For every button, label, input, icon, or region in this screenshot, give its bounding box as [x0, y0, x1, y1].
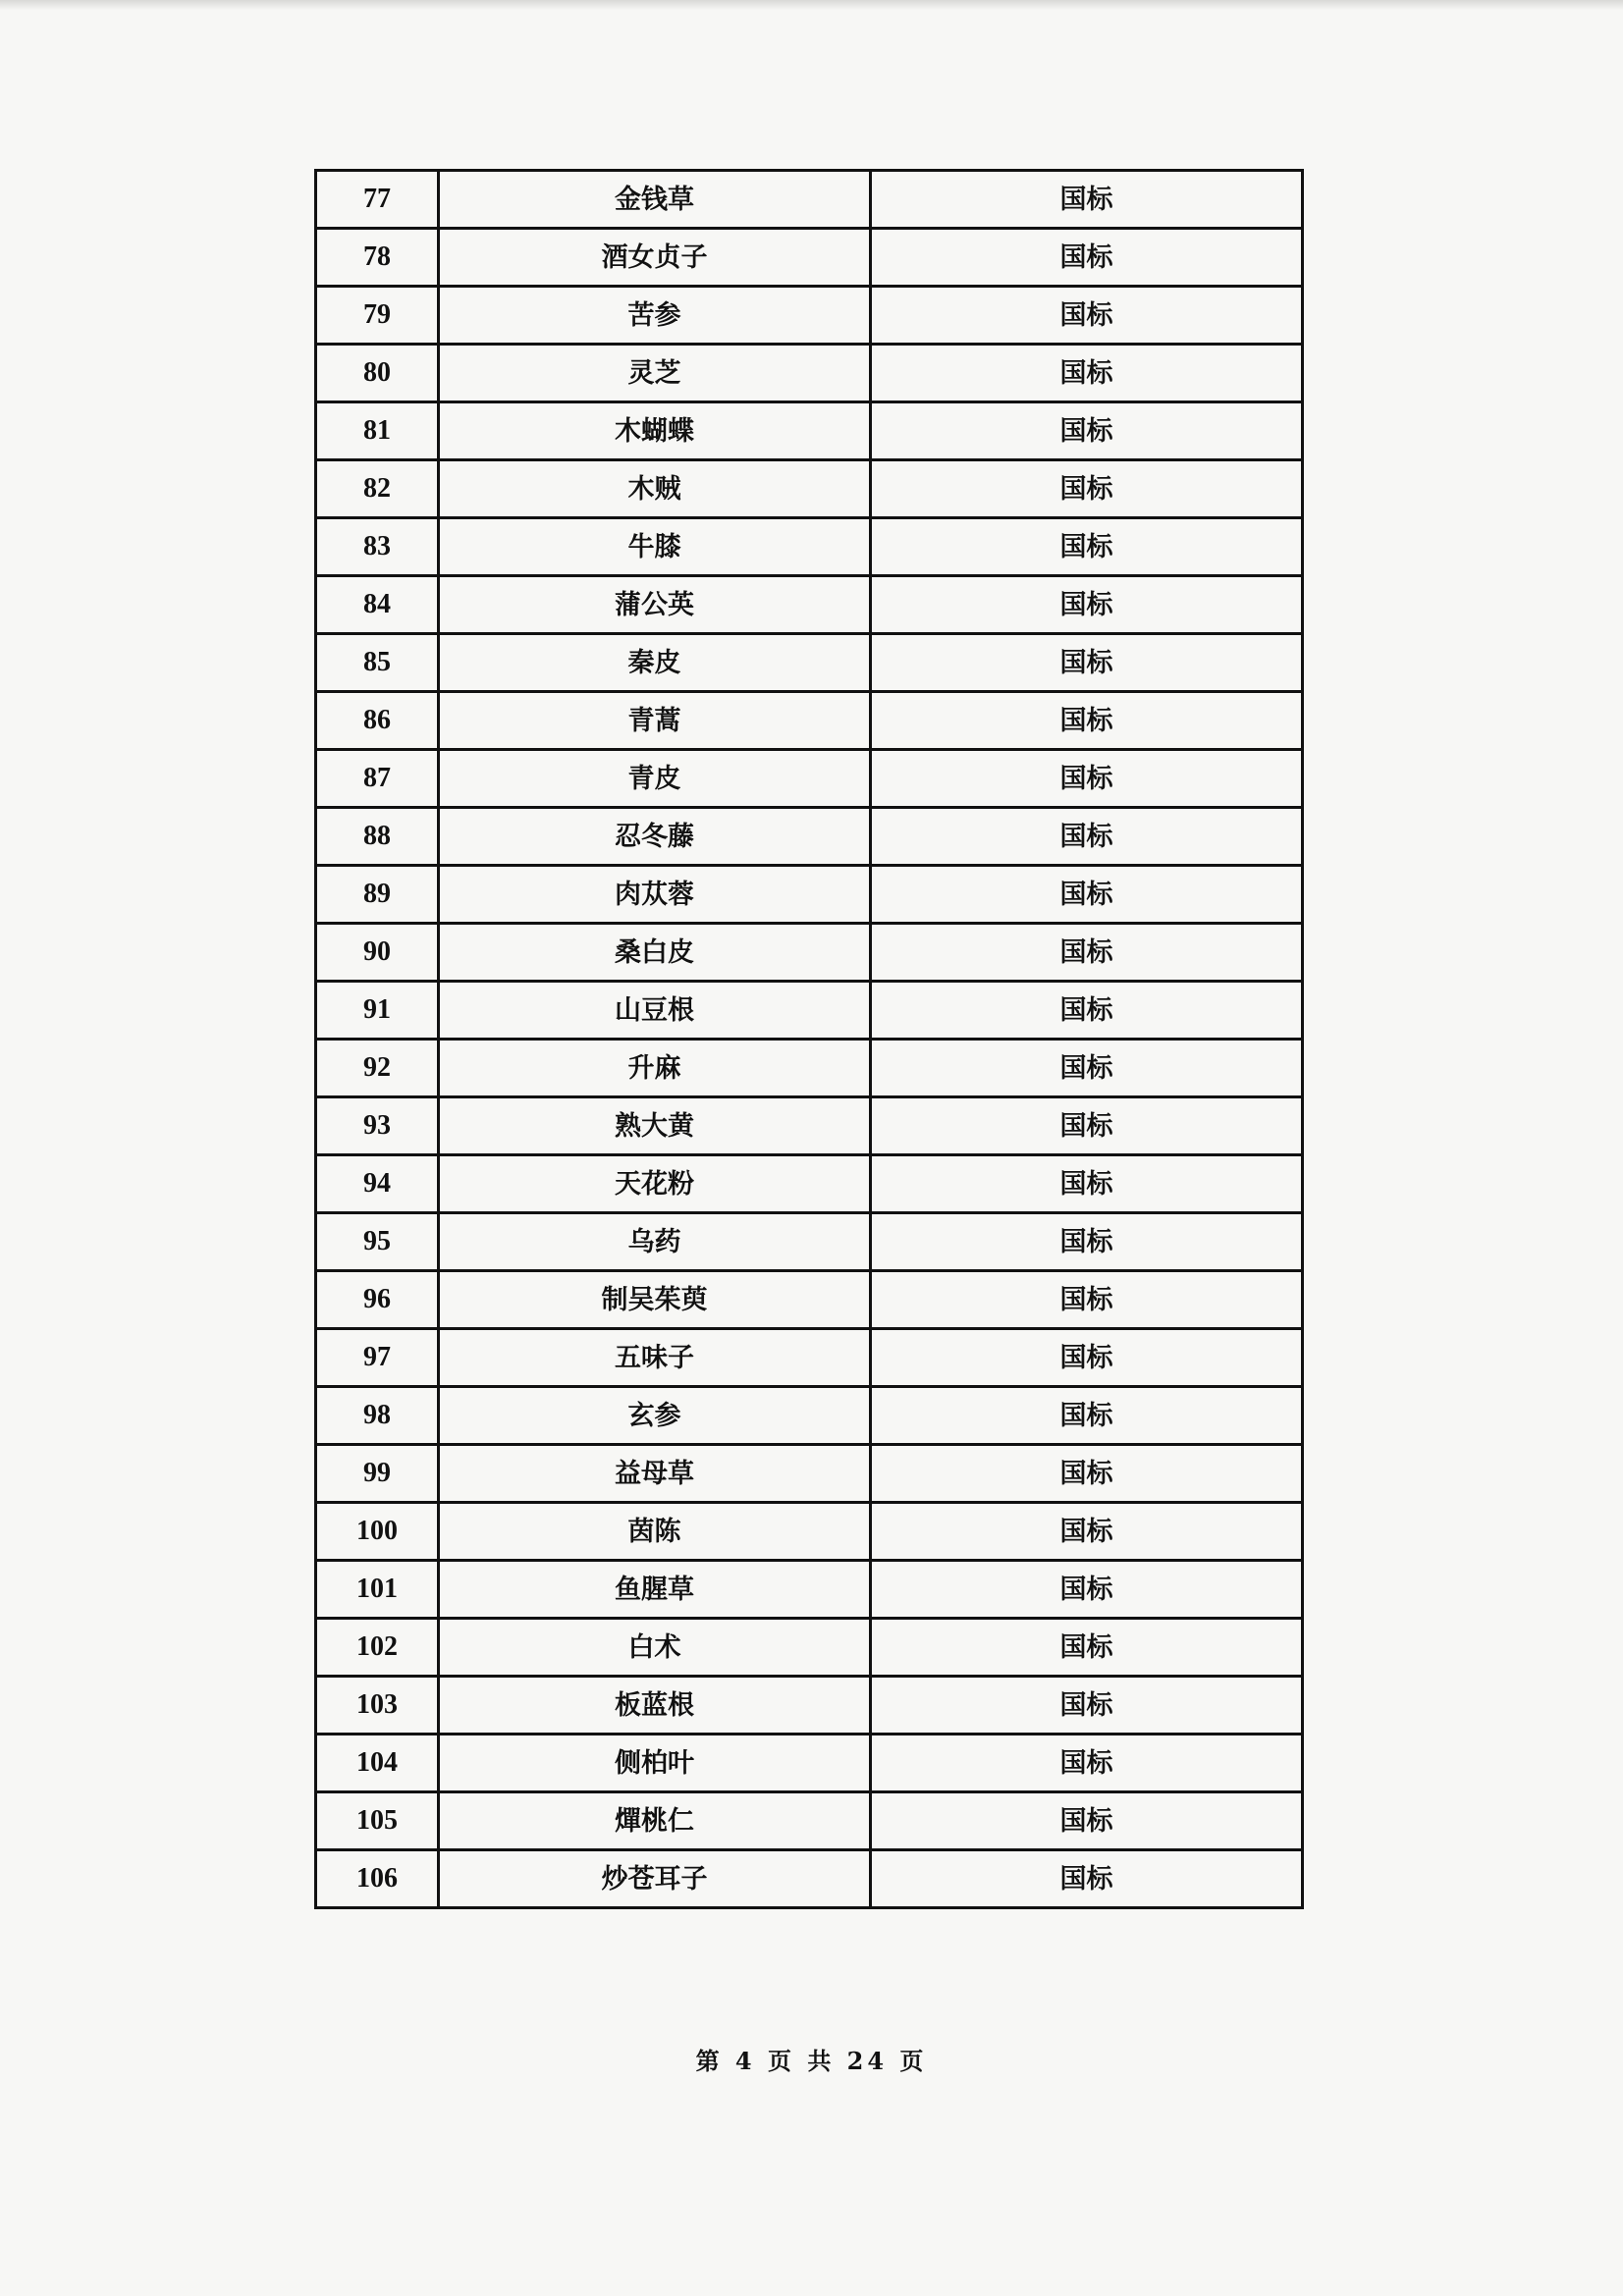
table-row	[316, 924, 1303, 982]
herb-name: 木蝴蝶	[439, 402, 871, 460]
table-row	[316, 1329, 1303, 1387]
standard: 国标	[871, 229, 1303, 287]
herb-name: 玄参	[439, 1387, 871, 1445]
standard: 国标	[871, 1619, 1303, 1677]
row-number: 101	[316, 1561, 439, 1619]
row-number: 103	[316, 1677, 439, 1735]
table-row	[316, 460, 1303, 518]
standard: 国标	[871, 750, 1303, 808]
table-row	[316, 1677, 1303, 1735]
herb-name: 苦参	[439, 287, 871, 345]
table-row	[316, 1503, 1303, 1561]
standard: 国标	[871, 808, 1303, 866]
table-row	[316, 982, 1303, 1040]
row-number: 87	[316, 750, 439, 808]
page-footer: 第 4 页 共 24 页	[695, 2047, 928, 2075]
standard: 国标	[871, 982, 1303, 1040]
table-row	[316, 1619, 1303, 1677]
herb-name: 鱼腥草	[439, 1561, 871, 1619]
standard: 国标	[871, 1329, 1303, 1387]
herb-name: 灵芝	[439, 345, 871, 402]
table-row	[316, 402, 1303, 460]
row-number: 95	[316, 1213, 439, 1271]
herb-name: 牛膝	[439, 518, 871, 576]
standard: 国标	[871, 1503, 1303, 1561]
herb-name: 制吴茱萸	[439, 1271, 871, 1329]
herb-name: 忍冬藤	[439, 808, 871, 866]
standard: 国标	[871, 171, 1303, 229]
herb-name: 侧柏叶	[439, 1735, 871, 1792]
row-number: 80	[316, 345, 439, 402]
herb-name: 青皮	[439, 750, 871, 808]
standard: 国标	[871, 1561, 1303, 1619]
standard: 国标	[871, 1271, 1303, 1329]
standard: 国标	[871, 1445, 1303, 1503]
row-number: 77	[316, 171, 439, 229]
standard: 国标	[871, 866, 1303, 924]
standard: 国标	[871, 1155, 1303, 1213]
herb-name: 青蒿	[439, 692, 871, 750]
herb-name: 肉苁蓉	[439, 866, 871, 924]
row-number: 105	[316, 1792, 439, 1850]
herb-name: 山豆根	[439, 982, 871, 1040]
standard: 国标	[871, 1387, 1303, 1445]
row-number: 81	[316, 402, 439, 460]
scan-top-edge	[0, 0, 1623, 10]
row-number: 99	[316, 1445, 439, 1503]
herb-standard-table	[314, 169, 1304, 1909]
row-number: 86	[316, 692, 439, 750]
table-row	[316, 1561, 1303, 1619]
table-row	[316, 634, 1303, 692]
table-row	[316, 287, 1303, 345]
table-row	[316, 1040, 1303, 1097]
standard: 国标	[871, 634, 1303, 692]
row-number: 83	[316, 518, 439, 576]
standard: 国标	[871, 1097, 1303, 1155]
herb-name: 天花粉	[439, 1155, 871, 1213]
row-number: 79	[316, 287, 439, 345]
herb-name: 升麻	[439, 1040, 871, 1097]
table-row	[316, 1387, 1303, 1445]
row-number: 84	[316, 576, 439, 634]
row-number: 82	[316, 460, 439, 518]
herb-name: 熟大黄	[439, 1097, 871, 1155]
table-row	[316, 518, 1303, 576]
row-number: 100	[316, 1503, 439, 1561]
herb-name: 五味子	[439, 1329, 871, 1387]
herb-name: 炒苍耳子	[439, 1850, 871, 1908]
row-number: 106	[316, 1850, 439, 1908]
standard: 国标	[871, 692, 1303, 750]
standard: 国标	[871, 287, 1303, 345]
herb-name: 桑白皮	[439, 924, 871, 982]
standard: 国标	[871, 576, 1303, 634]
row-number: 91	[316, 982, 439, 1040]
table-row	[316, 866, 1303, 924]
row-number: 90	[316, 924, 439, 982]
row-number: 96	[316, 1271, 439, 1329]
row-number: 104	[316, 1735, 439, 1792]
standard: 国标	[871, 1040, 1303, 1097]
table-row	[316, 1445, 1303, 1503]
standard: 国标	[871, 924, 1303, 982]
row-number: 85	[316, 634, 439, 692]
row-number: 102	[316, 1619, 439, 1677]
herb-name: 燀桃仁	[439, 1792, 871, 1850]
herb-name: 茵陈	[439, 1503, 871, 1561]
row-number: 93	[316, 1097, 439, 1155]
table-row	[316, 1097, 1303, 1155]
row-number: 97	[316, 1329, 439, 1387]
table-row	[316, 1155, 1303, 1213]
standard: 国标	[871, 402, 1303, 460]
table-row	[316, 1213, 1303, 1271]
herb-name: 蒲公英	[439, 576, 871, 634]
row-number: 88	[316, 808, 439, 866]
table-row	[316, 808, 1303, 866]
table-row	[316, 1792, 1303, 1850]
herb-name: 秦皮	[439, 634, 871, 692]
table-body	[316, 171, 1303, 1908]
standard: 国标	[871, 345, 1303, 402]
table-row	[316, 345, 1303, 402]
herb-name: 酒女贞子	[439, 229, 871, 287]
standard: 国标	[871, 460, 1303, 518]
table-row	[316, 750, 1303, 808]
standard: 国标	[871, 1677, 1303, 1735]
herb-name: 板蓝根	[439, 1677, 871, 1735]
herb-name: 木贼	[439, 460, 871, 518]
herb-name: 白术	[439, 1619, 871, 1677]
standard: 国标	[871, 1850, 1303, 1908]
herb-name: 乌药	[439, 1213, 871, 1271]
standard: 国标	[871, 1735, 1303, 1792]
table-row	[316, 692, 1303, 750]
row-number: 78	[316, 229, 439, 287]
standard: 国标	[871, 1792, 1303, 1850]
table-row	[316, 1271, 1303, 1329]
standard: 国标	[871, 518, 1303, 576]
row-number: 89	[316, 866, 439, 924]
table-row	[316, 1850, 1303, 1908]
standard: 国标	[871, 1213, 1303, 1271]
row-number: 98	[316, 1387, 439, 1445]
herb-name: 金钱草	[439, 171, 871, 229]
table-row	[316, 576, 1303, 634]
row-number: 92	[316, 1040, 439, 1097]
table-row	[316, 1735, 1303, 1792]
row-number: 94	[316, 1155, 439, 1213]
table-row	[316, 171, 1303, 229]
table-row	[316, 229, 1303, 287]
herb-name: 益母草	[439, 1445, 871, 1503]
